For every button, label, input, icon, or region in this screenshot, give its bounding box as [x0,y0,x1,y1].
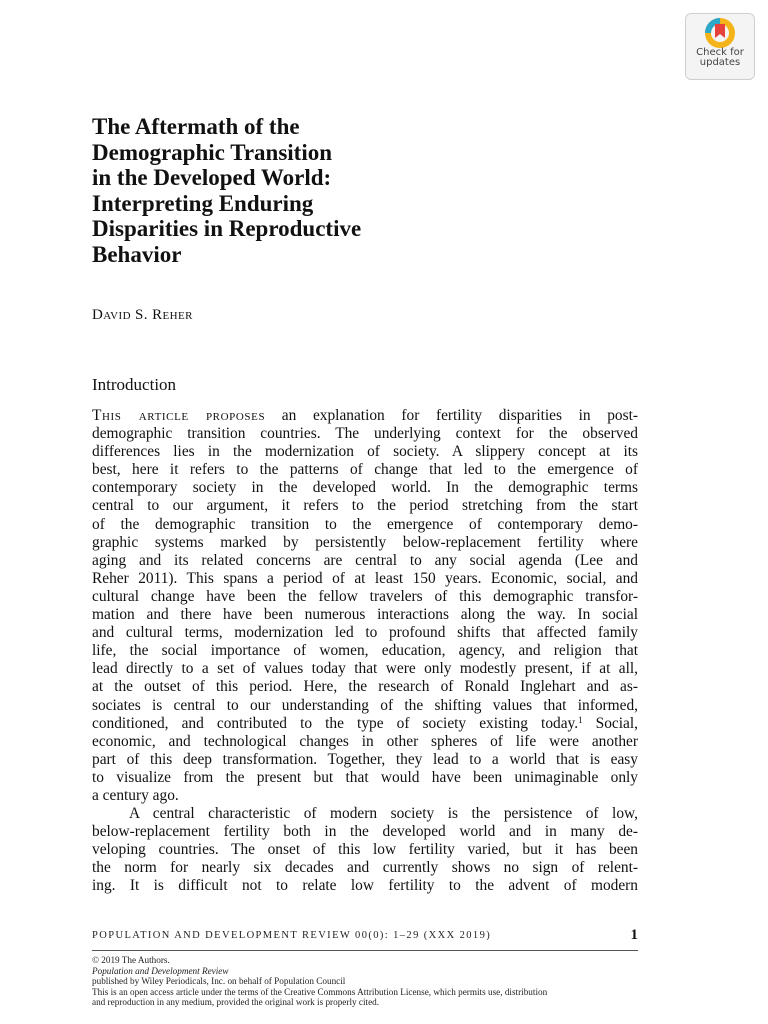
body-line: of the demographic transition to the emergence of contemporary demo- [92,515,638,533]
section-heading: Introduction [92,375,177,394]
body-line: central to our argument, it refers to the period stretching from the start [92,497,638,515]
body-line: the norm for nearly six decades and currently shows no sign of relent- [92,859,638,877]
body-line: ing. It is difficult not to relate low fertility to the advent of modern [92,877,638,895]
body-line-tail: Social, [582,714,638,732]
body-line: mation and there have been numerous interactions along the way. In social [92,606,638,624]
title-line: Disparities in Reproductive [92,216,362,241]
body-line: best, here it refers to the patterns of change that led to the emergence of [92,461,638,479]
title-line: Behavior [92,241,182,267]
lead-words: This article proposes [92,407,266,424]
copyright-line-3: and reproduction in any medium, provided the original work is properly cited. [92,997,380,1008]
body-line: a century ago. [92,786,179,804]
body-line: economic, and technological changes in other spheres of life were another [92,732,638,750]
body-line: aging and its related concerns are central to any social agenda (Lee and [92,551,638,569]
title-line: The Aftermath of the [92,114,300,139]
body-line: A central characteristic of modern society is the persistence of low, [129,805,638,823]
article-body [92,407,638,896]
body-line [92,715,638,733]
body-line: sociates is central to our understanding of the shifting values that informed, [92,696,638,714]
body-line: differences lies in the modernization of society. A slippery concept at its [92,443,638,461]
body-line: life, the social importance of women, education, agency, and religion that [92,642,638,660]
copyright-suffix: published by Wiley Periodicals, Inc. on behalf of Population Council [92,976,346,987]
body-line [92,407,638,425]
body-line: veloping countries. The onset of this low fertility varied, but it has been [92,841,638,859]
body-line: contemporary society in the developed world. In the demographic terms [92,479,638,497]
crossmark-icon [705,18,735,48]
running-footer [92,929,638,945]
body-line-text: conditioned, and contributed to the type of society existing today. [92,714,579,732]
footer-divider [92,950,638,951]
body-line: below-replacement fertility both in the developed world and in many de- [92,823,638,841]
page-number: 1 [630,927,638,943]
copyright-line-1 [92,955,638,987]
title-line: in the Developed World: [92,165,332,190]
author-name: David S. Reher [92,307,193,323]
title-line: Interpreting Enduring [92,190,314,216]
copyright-prefix: © 2019 The Authors. [92,955,170,965]
body-line: and cultural terms, modernization led to profound shifts that affected family [92,624,638,642]
body-line: at the outset of this period. Here, the research of Ronald Inglehart and as- [92,678,638,696]
body-line: lead directly to a set of values today that were only modestly present, if at all, [92,660,638,678]
body-line: to visualize from the present but that would have been unimaginable only [92,768,638,786]
journal-citation: POPULATION AND DEVELOPMENT REVIEW 00(0): 1–29 (XXX 2019) [92,930,492,941]
title-line: Demographic Transition [92,139,333,165]
journal-name: Population and Development Review [92,965,229,976]
badge-label-line2: updates [699,57,741,68]
body-line: demographic transition countries. The underlying context for the observed [92,425,638,443]
footnote-marker[interactable]: 1 [578,714,583,725]
body-line: Reher 2011). This spans a period of at least 150 years. Economic, social, and [92,569,638,587]
copyright-notice [92,955,638,1008]
copyright-line-2: This is an open access article under the terms of the Creative Commons Attribution License, which permits use, distribution [92,986,548,997]
article-title [92,114,532,267]
body-line-text: an explanation for fertility disparities in post- [265,407,638,424]
body-line: graphic systems marked by persistently below-replacement fertility where [92,533,638,551]
body-line: part of this deep transformation. Together, they lead to a world that is easy [92,750,638,768]
body-line: cultural change have been the fellow travelers of this demographic transfor- [92,587,638,605]
badge-label-line1: Check for [696,47,744,58]
check-for-updates-badge[interactable] [685,13,755,80]
